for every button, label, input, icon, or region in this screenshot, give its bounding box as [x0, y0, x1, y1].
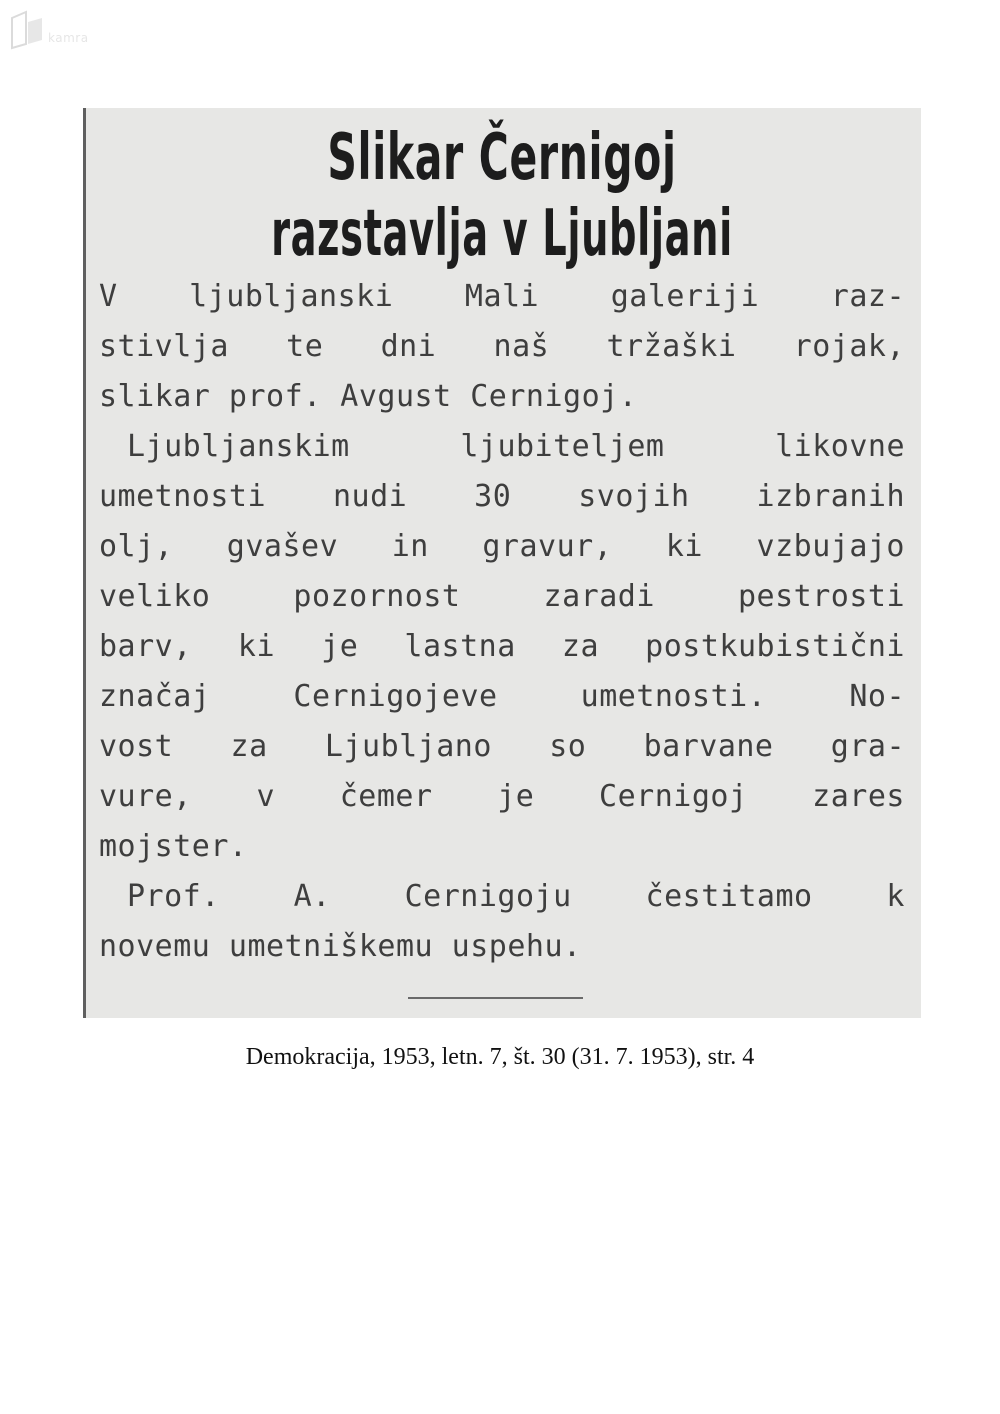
article-line: vost za Ljubljano so barvane gra- [99, 729, 905, 764]
article-line: značaj Cernigojeve umetnosti. No- [99, 679, 905, 714]
source-caption: Demokracija, 1953, letn. 7, št. 30 (31. 7. 1953), str. 4 [245, 1044, 755, 1070]
article-line: novemu umetniškemu uspehu. [99, 929, 582, 964]
article-line: Prof. A. Cernigoju čestitamo k [127, 879, 905, 914]
end-rule [408, 997, 583, 999]
article-line: barv, ki je lastna za postkubistični [99, 629, 905, 664]
kamra-logo [8, 10, 118, 50]
article-line: slikar prof. Avgust Cernigoj. [99, 379, 638, 414]
newspaper-clipping [83, 108, 921, 1018]
article-line: veliko pozornost zaradi pestrosti [99, 579, 905, 614]
article-line: mojster. [99, 829, 248, 864]
article-line: V ljubljanski Mali galeriji raz- [99, 279, 905, 314]
article-line: stivlja te dni naš tržaški rojak, [99, 329, 905, 364]
clipping-edge [83, 108, 86, 1018]
article-line: olj, gvašev in gravur, ki vzbujajo [99, 529, 905, 564]
article-line: vure, v čemer je Cernigoj zares [99, 779, 905, 814]
kamra-logo-icon [8, 10, 48, 50]
headline-line-2: razstavlja v Ljubljani [271, 197, 733, 271]
article-line: Ljubljanskim ljubiteljem likovne [127, 429, 905, 464]
watermark-text: kamra [48, 31, 89, 45]
headline-line-1: Slikar Černigoj [327, 121, 677, 195]
article-line: umetnosti nudi 30 svojih izbranih [99, 479, 905, 514]
